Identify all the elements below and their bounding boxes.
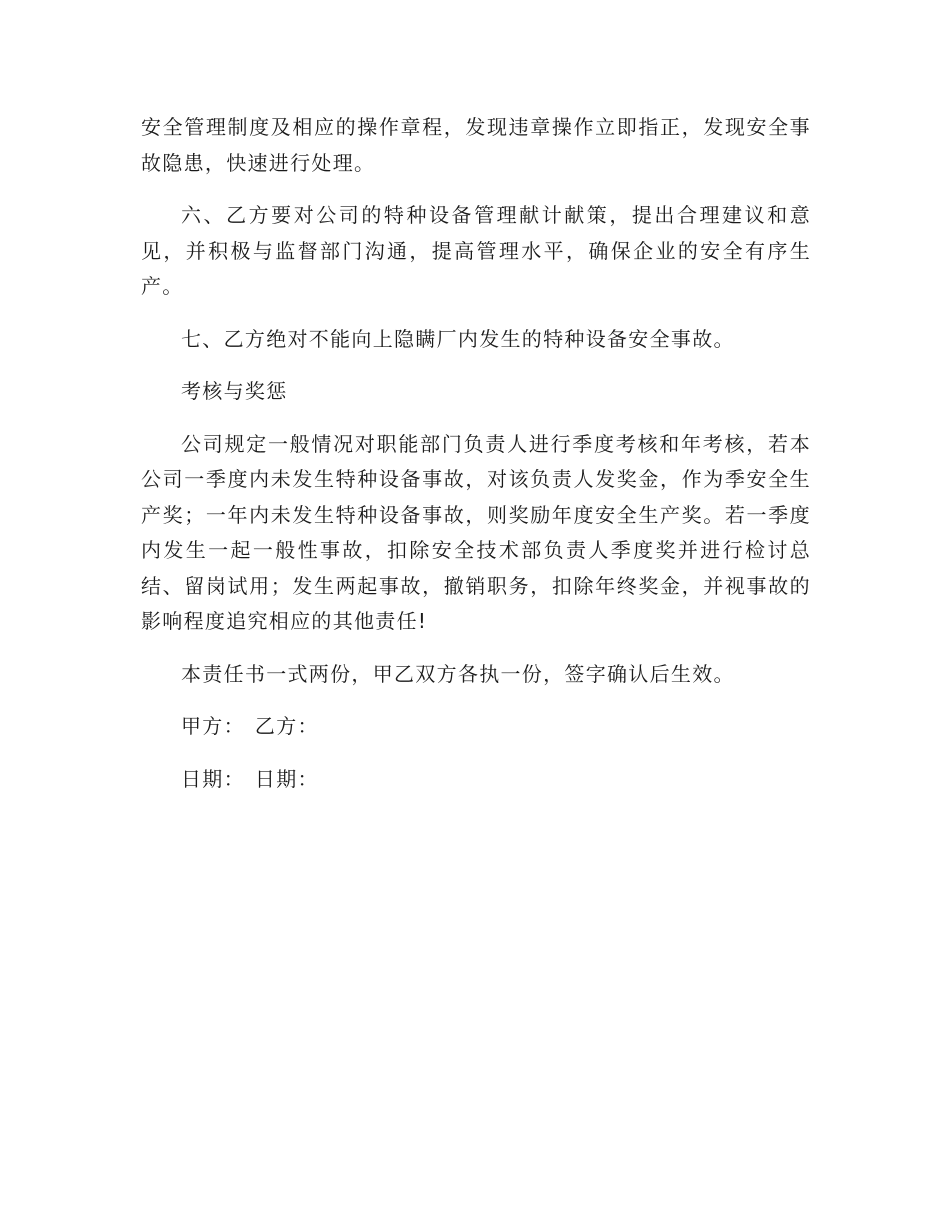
- date-row: [141, 762, 811, 798]
- paragraph-assessment: 公司规定一般情况对职能部门负责人进行季度考核和年考核，若本公司一季度内未发生特种设备事故，对该负责人发奖金，作为季安全生产奖；一年内未发生特种设备事故，则奖励年度安全生产奖。若一季度内发生一起一般性事故，扣除安全技术部负责人季度奖并进行检讨总结、留岗试用；发生两起事故，撤销职务，扣除年终奖金，并视事故的影响程度追究相应的其他责任!: [141, 431, 811, 633]
- party-a-label: 甲方：: [181, 714, 245, 738]
- document-body: [141, 110, 811, 814]
- party-b-label: 乙方：: [254, 714, 319, 738]
- paragraph-item-7: 七、乙方绝对不能向上隐瞒厂内发生的特种设备安全事故。: [181, 326, 735, 351]
- paragraph-continued: 安全管理制度及相应的操作章程，发现违章操作立即指正，发现安全事故隐患，快速进行处理。: [141, 115, 811, 175]
- date-b-label: 日期：: [254, 766, 319, 791]
- signature-row: [141, 709, 811, 745]
- date-a-label: 日期：: [181, 766, 245, 791]
- section-heading-assessment: 考核与奖惩: [181, 379, 288, 403]
- paragraph-copies: 本责任书一式两份，甲乙双方各执一份，签字确认后生效。: [181, 661, 735, 686]
- paragraph-item-6: 六、乙方要对公司的特种设备管理献计献策，提出合理建议和意见，并积极与监督部门沟通，提高管理水平，确保企业的安全有序生产。: [141, 203, 811, 298]
